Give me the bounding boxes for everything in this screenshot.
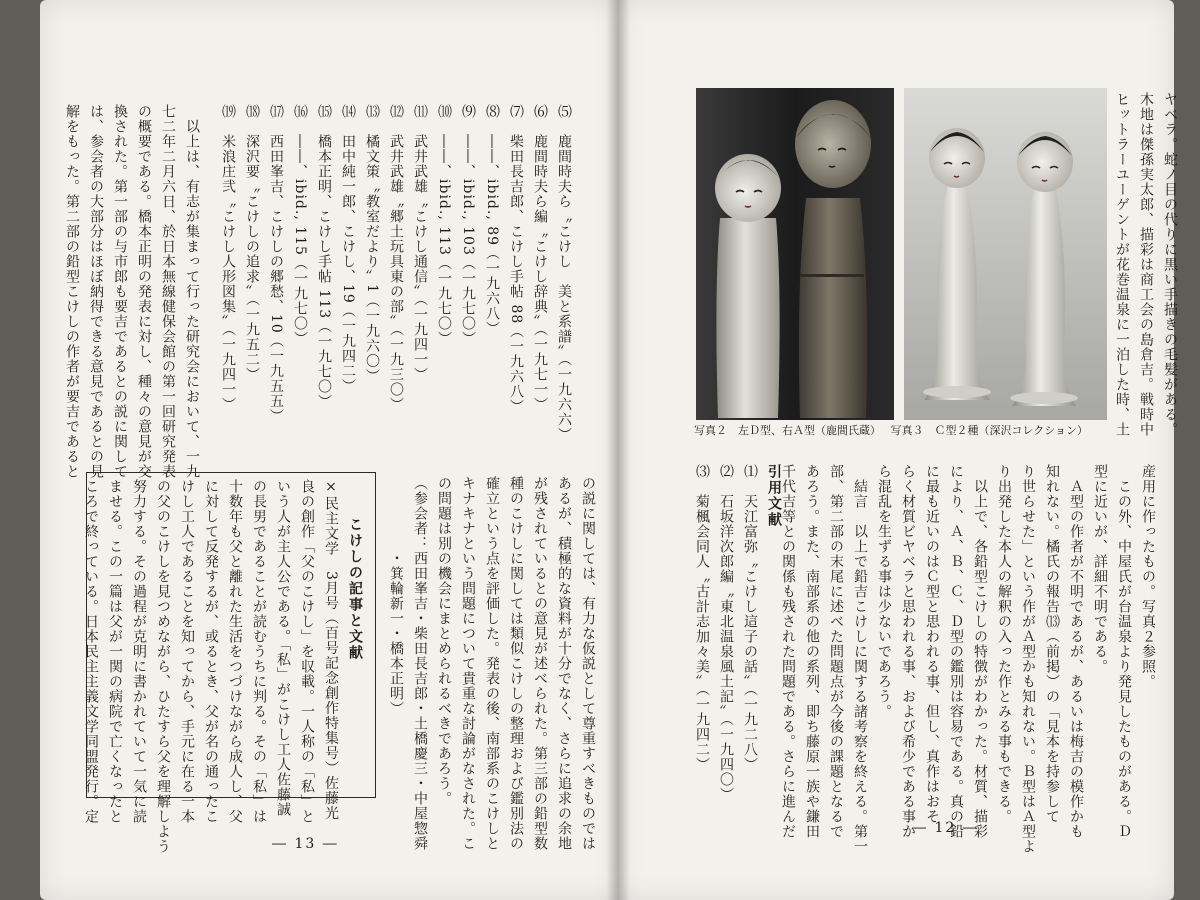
note-item: ⒅ 深沢要〝こけしの追求〟（一九五二） — [244, 104, 260, 382]
note-item: ⑾ 武井武雄〝こけし通信〟（一九四一） — [412, 104, 428, 382]
note-item: ⒀ 橘文策〝教室だより〟1（一九六〇） — [364, 104, 380, 384]
note-item: ⒁ 田中純一郎、こけし、19（一九四二） — [340, 104, 356, 394]
page-number-right: ― 12 ― — [912, 820, 979, 836]
right-body-upper — [1110, 92, 1182, 437]
text-line: ヒットラーユーゲントが花巻温泉に一泊した時、土 — [1114, 92, 1130, 437]
note-item: ⑺ 柴田長吉郎、こけし手帖 88（一九六八） — [508, 104, 524, 415]
text-line: あるが、積極的な資料が十分でなく、さらに追求の余地 — [556, 476, 572, 851]
note-item: ⒆ 米浪庄弐〝こけし人形図集〟（一九四一） — [220, 104, 236, 412]
kokeshi-photo-3 — [904, 88, 1107, 420]
note-item: ⑽ ――、ibid., 113（一九七〇） — [436, 104, 452, 346]
reference-item: ⑴ 天江富弥〝こけし這子の話〟（一九二八） — [742, 464, 758, 772]
article-line: の長男であることが読むうちに判る。その「私」は — [251, 479, 267, 824]
note-item: ⒃ ――、ibid., 115（一九七〇） — [292, 104, 308, 346]
text-line: ・箕輪新一・橋本正明） — [388, 476, 404, 716]
note-item: ⑼ ――、ibid., 103（一九七〇） — [460, 104, 476, 346]
text-line: あろう。また、南部系の他の系列、即ち藤原一族や鎌田 — [804, 464, 820, 839]
reference-item: ⑶ 菊楓会同人〝古計志加々美〟（一九四二） — [694, 464, 710, 772]
text-line: 知れない。橘氏の報告⒀（前掲）の「見本を持参して — [1044, 464, 1060, 824]
references-heading: 引用文献 — [766, 464, 782, 528]
text-line: 型に近いが、詳細不明である。 — [1092, 464, 1108, 674]
reference-item: ⑵ 石坂洋次郎編〝東北温泉風土記〟（一九四〇） — [718, 464, 734, 802]
text-line: の問題は別の機会にまとめられるべきであろう。 — [436, 476, 452, 806]
text-line: り出発した本人の解釈の入った作とみる事もできる。 — [996, 464, 1012, 824]
text-line: の説に関しては、有力な仮説として尊重すべきものでは — [580, 476, 596, 851]
caption-photo-3: 写真３ Ｃ型２種（深沢コレクション） — [890, 424, 1089, 437]
text-line: 以上は、有志が集まって行った研究会において、一九 — [184, 104, 200, 479]
photo-kokeshi-c-type — [904, 88, 1107, 420]
article-line: 十数年も父と離れた生活をつづけながら成人し、父 — [227, 479, 243, 824]
text-line: キナキナという問題について貴重な討論がなされた。こ — [460, 476, 476, 851]
text-line: （参会者：西田峯吉・柴田長吉郎・土橋慶三・中屋惣舜 — [412, 476, 428, 851]
text-line: 以上で、各鉛型こけしの特徴がわかった。材質、描彩 — [972, 464, 988, 839]
article-line: けし工人であることを知ってから、手元に在る一本 — [179, 479, 195, 824]
article-line: ころで終っている。日本民主主義文学同盟発行。定 — [83, 479, 99, 824]
article-line: ませる。この一篇は父が一関の病院で亡くなったと — [107, 479, 123, 824]
article-line: 努力する。その過程が克明に書かれていて一気に読 — [131, 479, 147, 824]
text-line: 七二年二月六日、於日本無線健保会館の第一回研究発表 — [160, 104, 176, 479]
text-line: 結言 以上で鉛吉こけしに関する諸考察を終える。第一 — [852, 464, 868, 854]
text-line: により、Ａ、Ｂ、Ｃ、Ｄ型の鑑別は容易である。真の鉛 — [948, 464, 964, 839]
text-line: 千代吉等との関係も残された問題である。さらに進んだ — [780, 464, 796, 839]
note-item: ⒂ 橋本正明、こけし手帖 113（一九七〇） — [316, 104, 332, 410]
photo-captions — [694, 422, 1114, 440]
text-line: が残されているとの意見が述べられた。第三部の鉛型数 — [532, 476, 548, 851]
notes-list — [216, 104, 576, 464]
note-item: ⑸ 鹿間時夫ら〝こけし 美と系譜〟（一九六六） — [556, 104, 572, 442]
text-line: Ａ型の作者が不明であるが、あるいは梅吉の模作かも — [1068, 464, 1084, 839]
article-box-heading: こけしの記事と文献 — [347, 517, 363, 661]
text-line: ヤベラ。蛇ノ目の代りに黒い手描きの毛髪がある。 — [1162, 92, 1178, 437]
text-line: 部、第二部の末尾に述べた問題点が今後の課題となるで — [828, 464, 844, 839]
note-item: ⑻ ――、ibid., 89（一九六八） — [484, 104, 500, 337]
page-number-left: ― 13 ― — [272, 836, 339, 852]
references-section — [690, 464, 786, 804]
text-line: 木地は傑孫実太郎、描彩は商工会の島倉吉。戦時中 — [1138, 92, 1154, 437]
left-body-upper — [60, 104, 204, 479]
text-line: り世らせた」という作がＡ型かも知れない。Ｂ型はＡ型よ — [1020, 464, 1036, 854]
text-line: は、参会者の大部分はほぼ納得できる意見であるとの見 — [88, 104, 104, 479]
article-line: の父のこけしを見つめながら、ひたすら父を理解しよう — [155, 479, 171, 854]
text-line: 解をもった。第二部の鉛型こけしの作者が要吉であると — [64, 104, 80, 479]
caption-photo-2: 写真２ 左Ｄ型、右Ａ型（鹿間氏蔵） — [694, 424, 881, 437]
article-line: ×民主文学 3月号（百号記念創作特集号）佐藤光 — [323, 479, 339, 821]
note-item: ⑿ 武井武雄〝郷土玩具東の部〟（一九三〇） — [388, 104, 404, 412]
text-line: この外、中屋氏が台温泉より発見したものがある。Ｄ — [1116, 464, 1132, 839]
text-line: 確立という点を評価した。発表の後、南部系のこけしと — [484, 476, 500, 851]
kokeshi-photo-2 — [696, 88, 894, 420]
left-body-lower — [384, 476, 600, 851]
article-line: に対して反発するが、或るとき、父が名の通ったこ — [203, 479, 219, 824]
text-line: に最も近いのはＣ型と思われる事、但し、真作はおそ — [924, 464, 940, 824]
book-gutter — [606, 0, 630, 900]
article-line: いう人が主人公である。「私」がこけし工人佐藤誠 — [275, 479, 291, 817]
text-line: らく材質ビヤベラと思われる事、および希少である事か — [900, 464, 916, 839]
photo-kokeshi-pair — [696, 88, 894, 420]
article-line: 良の創作「父のこけし」を収載。一人称の「私」と — [299, 479, 315, 824]
text-line: 換された。第一部の与市郎も要吉であるとの説に関して — [112, 104, 128, 479]
text-line: 種のこけしに関しては類似こけしの整理および鑑別法の — [508, 476, 524, 851]
text-line: ら混乱を生ずる事は少ないであろう。 — [876, 464, 892, 719]
note-item: ⒄ 西田峯吉、こけしの郷愁、10（一九五五） — [268, 104, 284, 424]
text-line: の概要である。橋本正明の発表に対し、種々の意見が交 — [136, 104, 152, 479]
note-item: ⑹ 鹿間時夫ら編〝こけし辞典〟（一九七一） — [532, 104, 548, 412]
text-line: 産用に作ったもの。写真２参照。 — [1140, 464, 1156, 689]
